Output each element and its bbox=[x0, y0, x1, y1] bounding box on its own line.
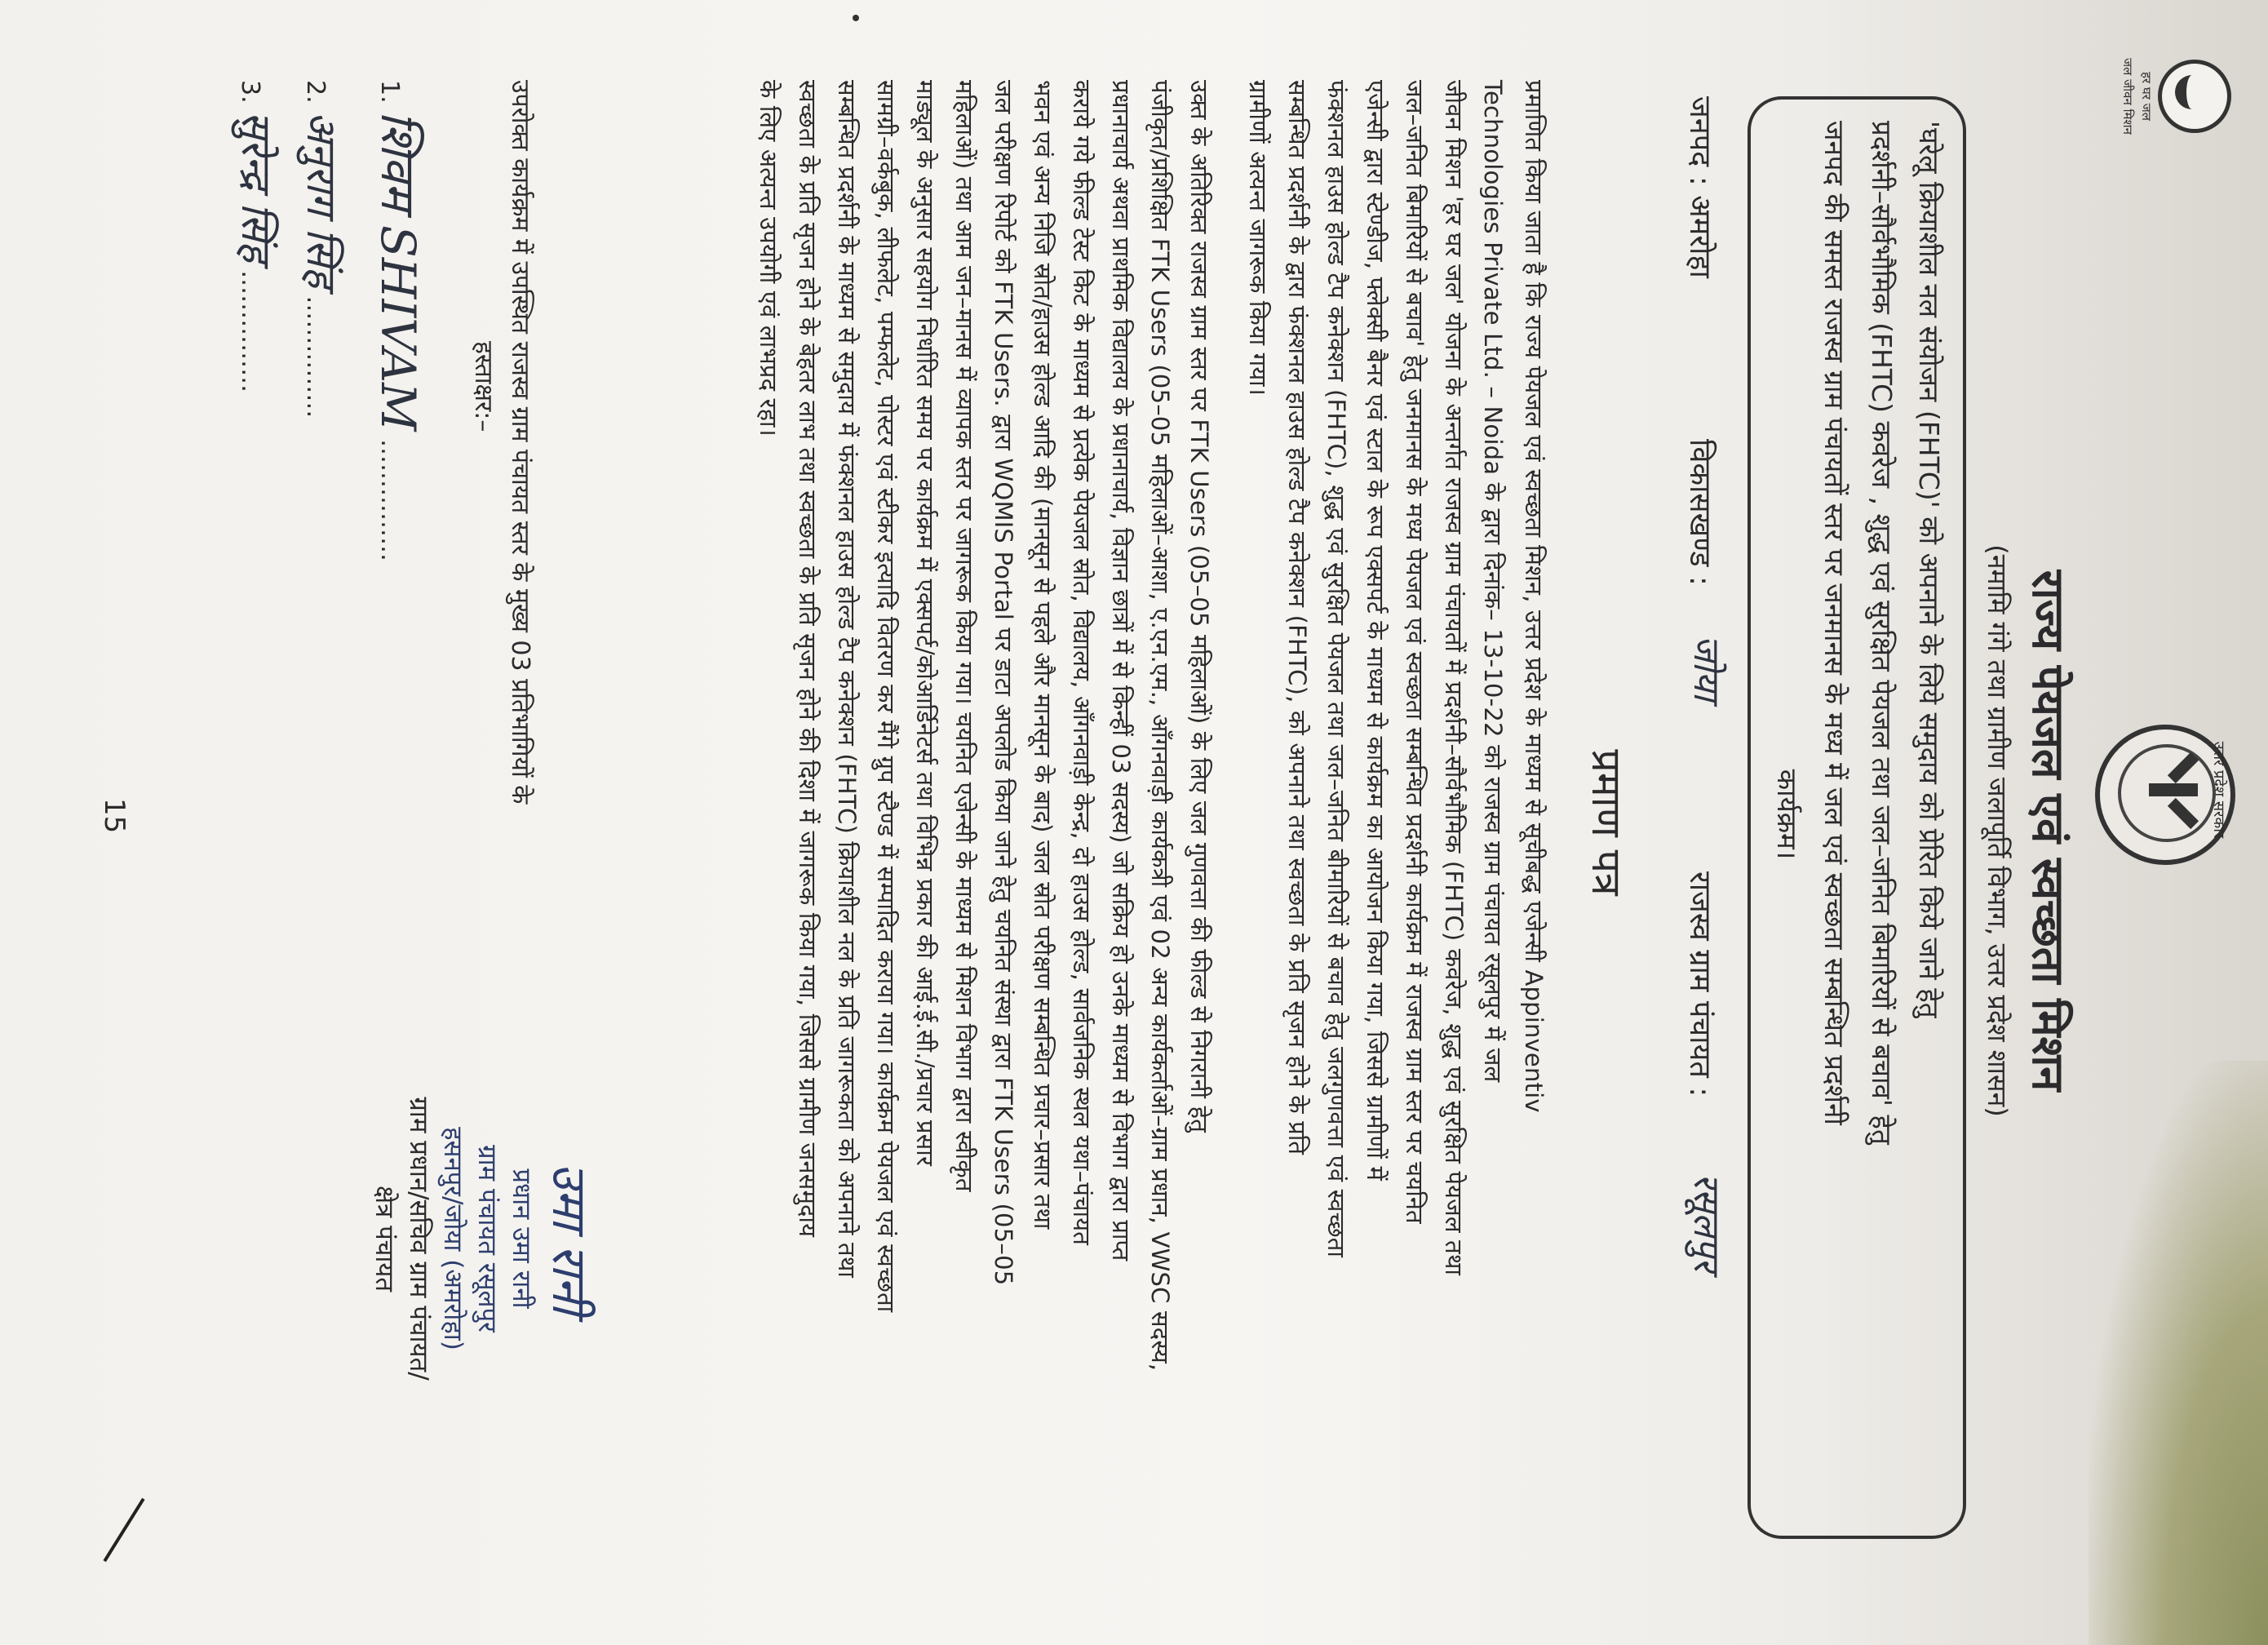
participants-intro: उपरोक्त कार्यक्रम में उपस्थित राजस्व ग्राम पंचायत स्तर के मुख्य 03 प्रतिभागियों के bbox=[506, 80, 534, 805]
page-number: 15 bbox=[98, 798, 131, 834]
paragraph-line: एजेन्सी द्वारा स्टेण्डीज, फ्लेक्सी बैनर एवं स्टाल के रूप एक्सपर्ट के माध्यम से कार्यक्रम का आयोजन किया गया, जिससे ग्रामीणों में bbox=[1362, 80, 1389, 1181]
panchayat-value: रसूलपुर bbox=[1685, 1173, 1727, 1272]
paragraph-line: Technologies Private Ltd. – Noida के द्वारा दिनांक– 13-10-22 को राजस्व ग्राम पंचायत रसूलपुर में जल bbox=[1479, 80, 1507, 1083]
participant-number: 1. bbox=[375, 80, 404, 104]
participant-number: 2. bbox=[301, 80, 330, 104]
participant-signature: शिवम SHIVAM bbox=[370, 111, 426, 432]
har-ghar-jal-logo bbox=[2120, 47, 2231, 145]
paragraph-line: प्रमाणित किया जाता है कि राज्य पेयजल एवं स्वच्छता मिशन, उत्तर प्रदेश के माध्यम से सूचीबद्ध एजेन्सी Appinventiv bbox=[1520, 80, 1548, 1113]
certificate-title: प्रमाण पत्र bbox=[1583, 749, 1630, 896]
mission-title: राज्य पेयजल एवं स्वच्छता मिशन bbox=[2022, 570, 2074, 1092]
participant-number: 3. bbox=[236, 80, 264, 104]
paragraph-line: माड्यूल के अनुसार सहयोग निर्धारित समय पर कार्यक्रम में एक्सपर्ट/कोआर्डिनेटर्स तथा विभिन्न प्रकार की आई.ई.सी./प्रचार प्रसार bbox=[911, 80, 939, 1167]
logo-tagline-2: जल जीवन मिशन bbox=[2120, 58, 2135, 135]
water-drop-icon bbox=[2158, 60, 2231, 133]
paragraph-line: जल–जनित बिमारियों से बचाव' हेतु जनमानस के मध्य पेयजल एवं स्वच्छता सम्बन्धित प्रदर्शनी कार्यक्रम में राजस्व ग्राम स्तर पर चयनित bbox=[1401, 80, 1429, 1224]
paragraph-line: सम्बन्धित प्रदर्शनी के द्वारा फंक्शनल हाउस होल्ड टैप कनेक्शन (FHTC), को अपनाने तथा स्वच्छता के प्रति सृजन होने के प्रति bbox=[1283, 80, 1311, 1155]
signatory-designation-2: क्षेत्र पंचायत bbox=[370, 1185, 399, 1292]
paragraph-line: उक्त के अतिरिक्त राजस्व ग्राम स्तर पर FTK Users (05–05 महिलाओं) के लिए जल गुणवत्ता की फील्ड से निगरानी हेतु bbox=[1185, 80, 1213, 1133]
paragraph-line: सम्बन्धित प्रदर्शनी के माध्यम से समुदाय में फंक्शनल हाउस होल्ड टैप कनेक्शन (FHTC) क्रियाशील नल के प्रति जागरूकता को अपनाने तथा bbox=[833, 80, 861, 1278]
emblem-text: उत्तर प्रदेश सरकार bbox=[2210, 741, 2227, 839]
signatory-designation: ग्राम प्रधान/सचिव ग्राम पंचायत/ bbox=[404, 1097, 433, 1381]
paragraph-line: फंक्शनल हाउस होल्ड टैप कनेक्शन (FHTC), शुद्ध एवं सुरक्षित पेयजल तथा जल–जनित बीमारियों से बचाव हेतु जलगुणवत्ता एवं स्वच्छता bbox=[1322, 80, 1350, 1258]
paragraph-line: महिलाओं) तथा आम जन–मानस में व्यापक स्तर पर जागरूक किया गया। चयनित एजेन्सी के माध्यम से मिशन विभाग द्वारा स्वीकृत bbox=[950, 80, 978, 1192]
certificate-page bbox=[82, 15, 2252, 1630]
paragraph-line: ग्रामीणों अत्यन्त जागरूक किया गया। bbox=[1244, 80, 1272, 397]
paragraph-line: भवन एवं अन्य निजि स्रोत/हाउस होल्ड आदि की (मानसून से पहले और मानसून के बाद) जल स्रोत परीक्षण सम्बन्धित प्रचार–प्रसार तथा bbox=[1029, 80, 1056, 1230]
participant-row: 1. शिवम SHIVAM …………… bbox=[370, 80, 426, 561]
subject-line: प्रदर्शनी–सौर्वभौमिक (FHTC) कवरेज , शुद्ध एवं सुरक्षित पेयजल तथा जल–जनित बिमारियों से बचाव' हेतु bbox=[1866, 121, 1898, 1145]
panchayat-label: राजस्व ग्राम पंचायत : bbox=[1683, 871, 1717, 1097]
paragraph-line: स्वच्छता के प्रति सृजन होने के बेहतर लाभ तथा स्वच्छता के प्रति सृजन होने की दिशा में जागरूक किया गया, जिससे ग्रामीण जनसमुदाय bbox=[794, 80, 822, 1238]
subject-line: 'घरेलू क्रियाशील नल संयोजन (FHTC)' को अपनाने के लिये समुदाय को प्रेरित किये जाने हेतु bbox=[1913, 121, 1945, 1018]
signatory-place: हसनपुर/जोया (अमरोहा) bbox=[438, 1127, 467, 1350]
participants-sign-label: हस्ताक्षर:– bbox=[469, 341, 498, 432]
participant-signature: अनुराग सिंह bbox=[298, 111, 345, 288]
signatory-name: प्रधान उमा रानी bbox=[507, 1168, 536, 1309]
participant-row: 2. अनुराग सिंह …………… bbox=[298, 80, 345, 419]
participant-signature: सुरेन्द्र सिंह bbox=[233, 111, 280, 263]
participant-row: 3. सुरेन्द्र सिंह …………… bbox=[233, 80, 280, 393]
block-label: विकासखण्ड : bbox=[1683, 439, 1717, 587]
up-government-emblem bbox=[2095, 725, 2235, 865]
paragraph-line: कराये गये फील्ड टेस्ट किट के माध्यम से प्रत्येक पेयजल स्रोत, विद्यालय, आँगनवाड़ी केन्द्र, दो हाउस होल्ड, सार्वजनिक स्थल यथा–पंचायत bbox=[1068, 80, 1096, 1245]
paragraph-line: जीवन मिशन 'हर घर जल' योजना के अन्तर्गत राजस्व ग्राम पंचायतों में प्रदर्शनी–सौर्वभौमिक (FHTC) कवरेज, शुद्ध एवं सुरक्षित पेयजल तथा bbox=[1440, 80, 1468, 1276]
district-field: जनपद : अमरोहा bbox=[1683, 96, 1717, 278]
signatory-signature: उमा रानी bbox=[542, 1163, 597, 1315]
signatory-block bbox=[368, 953, 604, 1524]
logo-tagline-1: हर घर जल bbox=[2139, 72, 2154, 121]
mission-subtitle: (नमामि गंगे तथा ग्रामीण जलापूर्ति विभाग, उत्तर प्रदेश शासन) bbox=[1982, 544, 2013, 1117]
signatory-org: ग्राम पंचायत रसूलपुर bbox=[472, 1145, 502, 1332]
paragraph-line: सामग्री–वर्कबुक, लीफलेट, पम्फलेट, पोस्टर एवं स्टीकर इत्यादि वितरण कर मैंगे ग्रुप स्टैण्ड में सम्पादित कराया गया। कार्यक्रम पेयजल एवं स्वच्छता bbox=[872, 80, 900, 1313]
subject-line: कार्यक्रम। bbox=[1771, 769, 1803, 860]
paragraph-line: के लिए अत्यन्त उपयोगी एवं लाभप्रद रहा। bbox=[755, 80, 782, 437]
paragraph-line: प्रधानाचार्य अथवा प्राथमिक विद्यालय के प्रधानाचार्य, विज्ञान छात्रों में से किन्हीं 03 सदस्य) जो सक्रिय हो उनके माध्यम से विभाग द्वारा प्राप्त bbox=[1107, 80, 1135, 1261]
paragraph-line: पंजीकृत/प्रशिक्षित FTK Users (05–05 महिलाओं–आशा, ए.एन.एम., आँगनवाड़ी कार्यकत्री एवं 02 अन्य कार्यकर्ताओं–ग्राम प्रधान, VWSC सदस्य, bbox=[1146, 80, 1174, 1372]
block-value: जोया bbox=[1685, 635, 1727, 701]
subject-line: जनपद की समस्त राजस्व ग्राम पंचायतों स्तर पर जनमानस के मध्य में जल एवं स्वच्छता सम्बन्धित प्रदर्शनी bbox=[1818, 121, 1850, 1125]
paragraph-line: जल परीक्षण रिपोर्ट को FTK Users. द्वारा WQMIS Portal पर डाटा अपलोड किया जाने हेतु चयनित संस्था द्वारा FTK Users (05–05 bbox=[990, 80, 1017, 1286]
